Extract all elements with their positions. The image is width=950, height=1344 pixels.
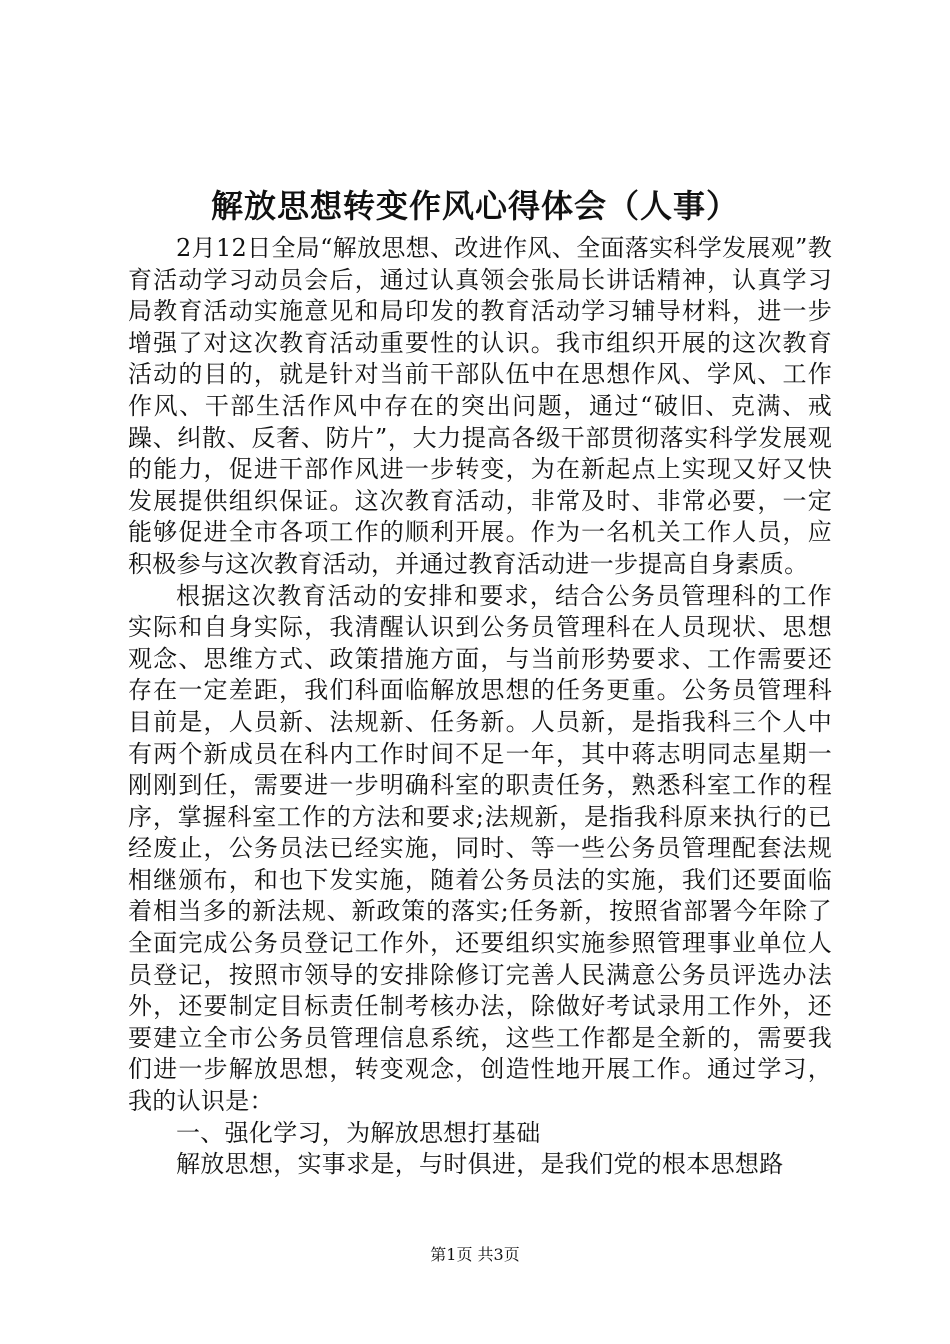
paragraph-intro: 2月12日全局“解放思想、改进作风、全面落实科学发展观”教育活动学习动员会后，通过认真领会张局长讲话精神，认真学习局教育活动实施意见和局印发的教育活动学习辅导材料，进一步增强了对这次教育活动重要性的认识。我市组织开展的这次教育活动的目的，就是针对当前干部队伍中在思想作风、学风、工作作风、干部生活作风中存在的突出问题，通过“破旧、克满、戒躁、纠散、反奢、防片”，大力提高各级干部贯彻落实科学发展观的能力，促进干部作风进一步转变，为在新起点上实现又好又快发展提供组织保证。这次教育活动，非常及时、非常必要，一定能够促进全市各项工作的顺利开展。作为一名机关工作人员，应积极参与这次教育活动，并通过教育活动进一步提高自身素质。 — [128, 234, 832, 578]
section-heading-1: 一、强化学习，为解放思想打基础 — [176, 1118, 541, 1147]
paragraph-section-1: 解放思想，实事求是，与时俱进，是我们党的根本思想路 — [176, 1150, 784, 1179]
document-title: 解放思想转变作风心得体会（人事） — [210, 187, 739, 225]
page-number-footer: 第1页 共3页 — [430, 1245, 520, 1264]
paragraph-analysis: 根据这次教育活动的安排和要求，结合公务员管理科的工作实际和自身实际，我清醒认识到公务员管理科在人员现状、思想观念、思维方式、政策措施方面，与当前形势要求、工作需要还存在一定差距，我们科面临解放思想的任务更重。公务员管理科目前是，人员新、法规新、任务新。人员新，是指我科三个人中有两个新成员在科内工作时间不足一年，其中蒋志明同志星期一刚刚到任，需要进一步明确科室的职责任务，熟悉科室工作的程序，掌握科室工作的方法和要求;法规新，是指我科原来执行的已经废止，公务员法已经实施，同时、等一些公务员管理配套法规相继颁布，和也下发实施，随着公务员法的实施，我们还要面临着相当多的新法规、新政策的落实;任务新，按照省部署今年除了全面完成公务员登记工作外，还要组织实施参照管理事业单位人员登记，按照市领导的安排除修订完善人民满意公务员评选办法外，还要制定目标责任制考核办法，除做好考试录用工作外，还要建立全市公务员管理信息系统，这些工作都是全新的，需要我们进一步解放思想，转变观念，创造性地开展工作。通过学习，我的认识是： — [128, 581, 832, 1116]
document-body — [128, 233, 832, 1181]
